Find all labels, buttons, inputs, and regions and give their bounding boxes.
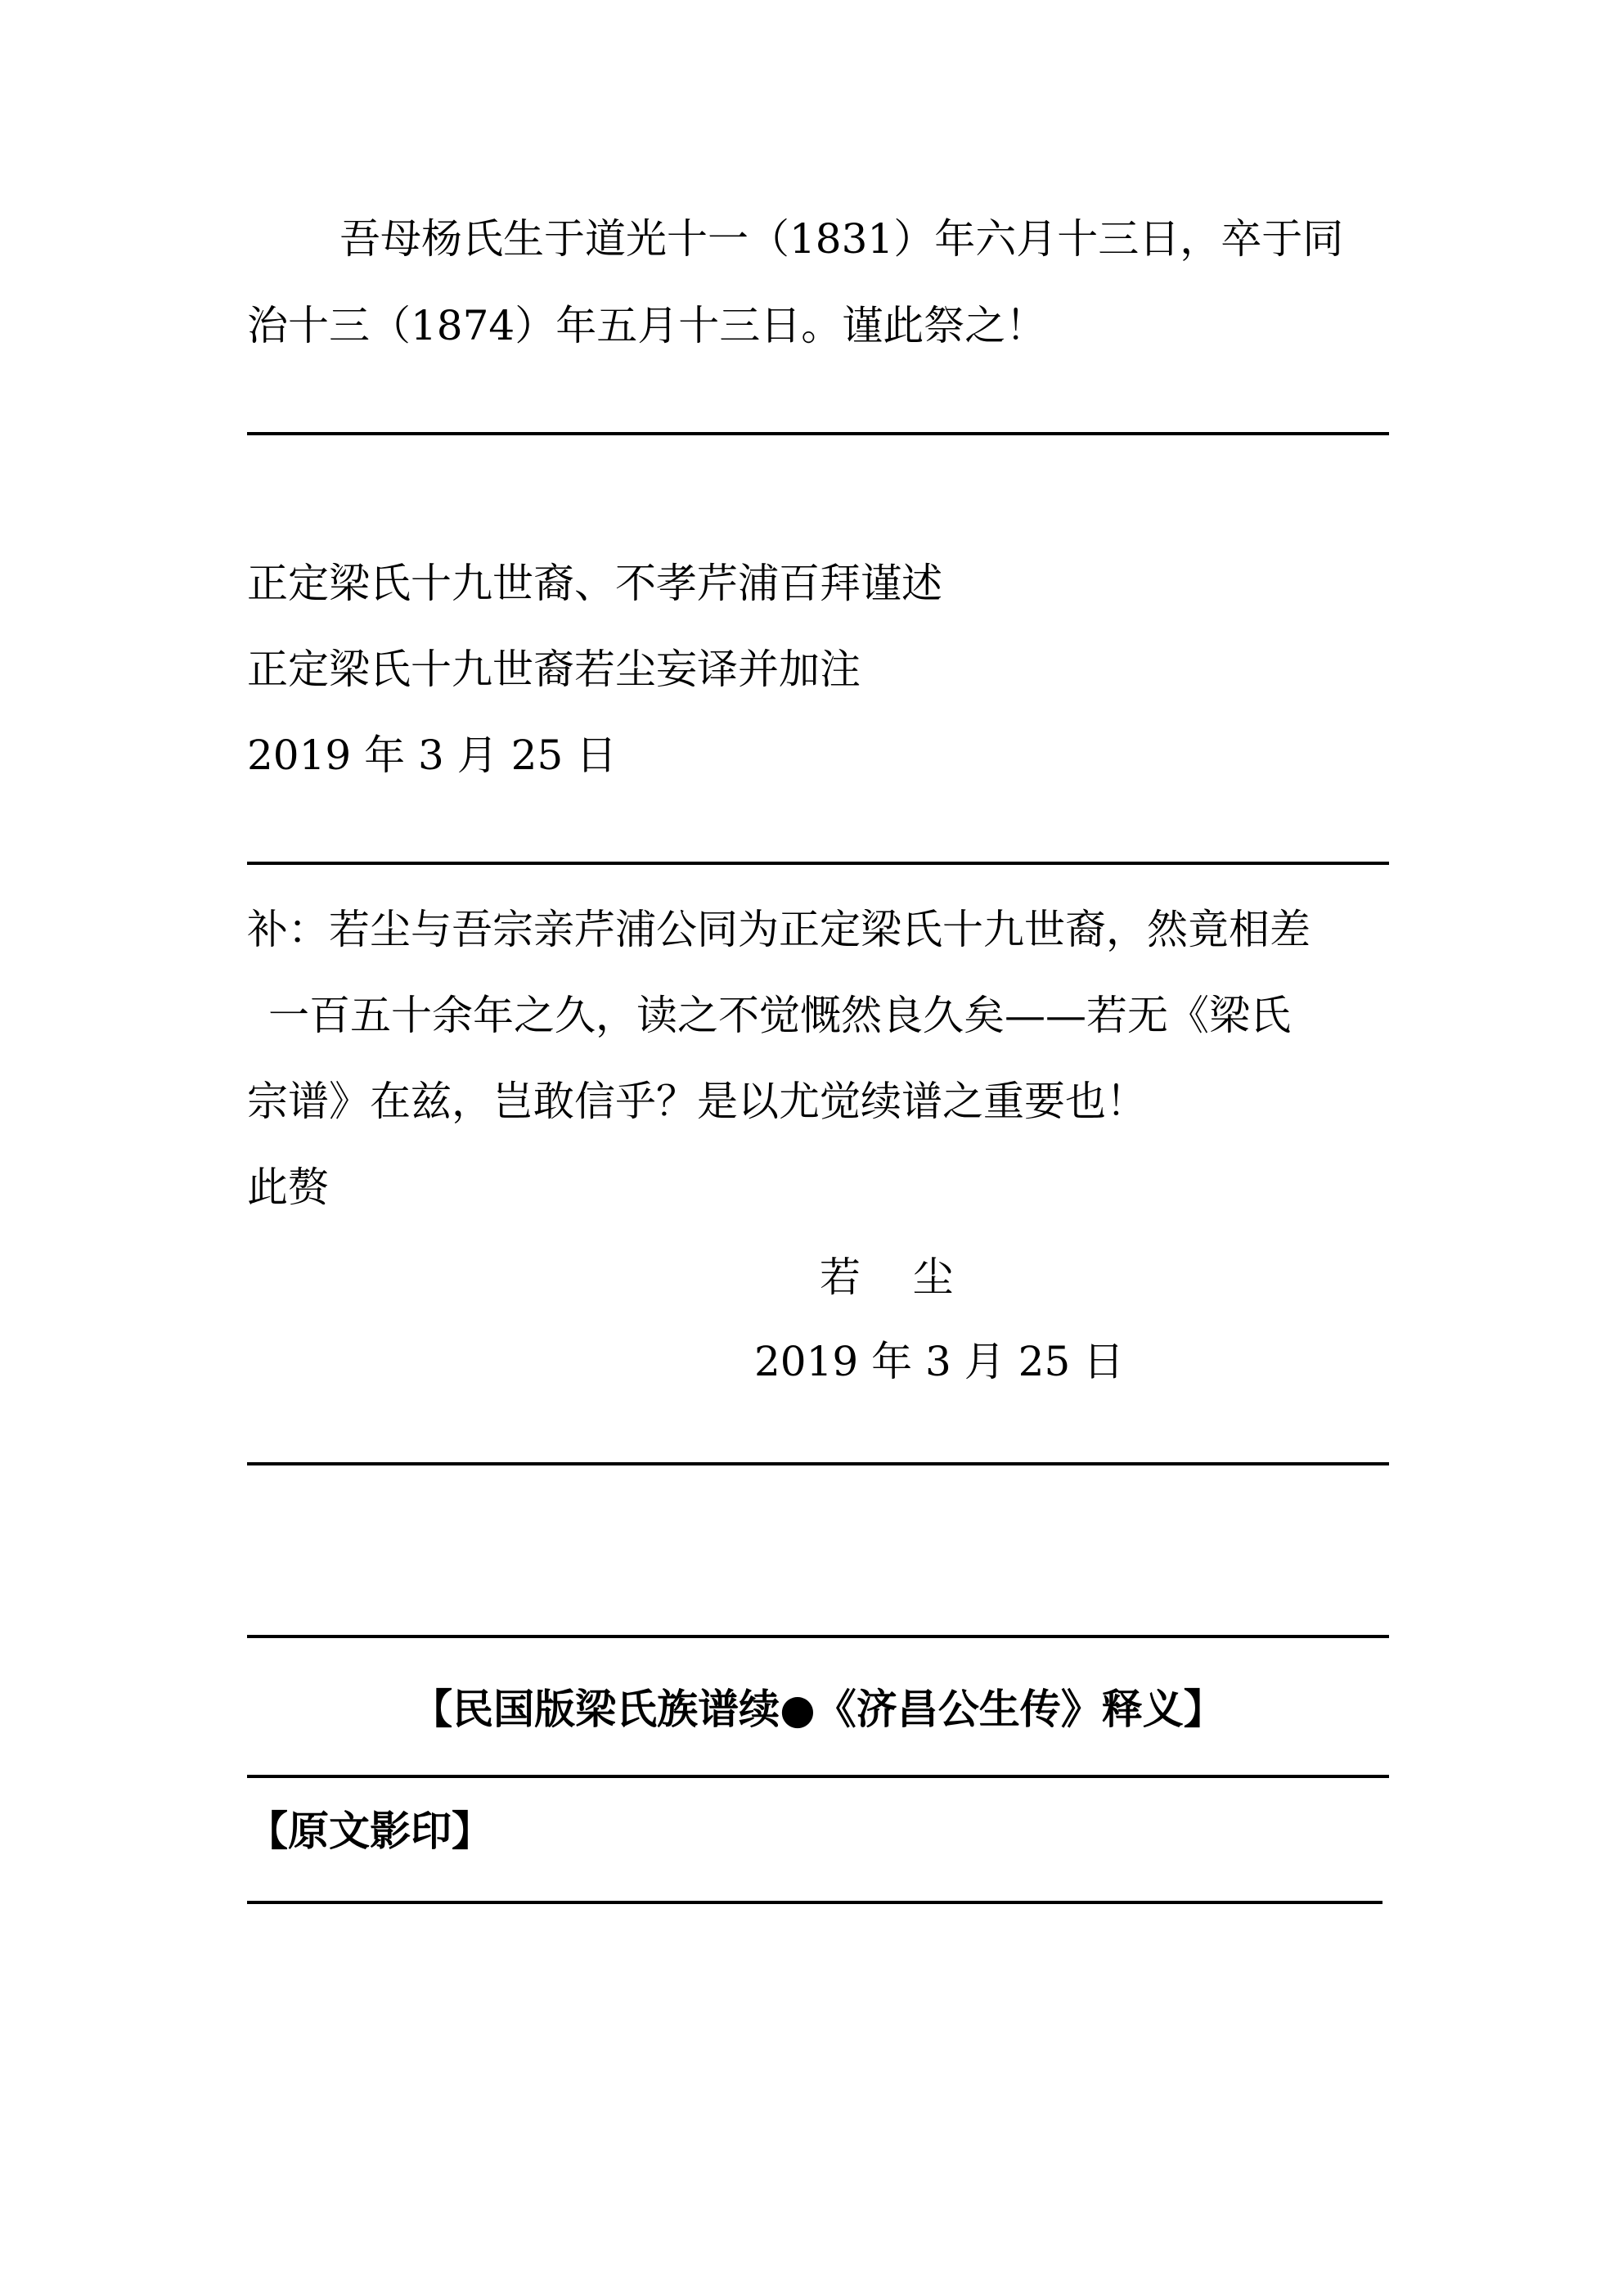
supplement-line-4: 此赘	[247, 1164, 329, 1211]
section-subtitle: 【原文影印】	[247, 1807, 492, 1855]
credit-date: 2019 年 3 月 25 日	[247, 732, 618, 779]
translator-credit: 正定梁氏十九世裔若尘妄译并加注	[247, 646, 861, 693]
intro-line-2: 治十三（1874）年五月十三日。谨此祭之！	[247, 302, 1047, 349]
supplement-line-1: 补：若尘与吾宗亲芹浦公同为正定梁氏十九世裔，然竟相差	[247, 906, 1311, 953]
divider-3	[247, 1462, 1389, 1465]
signature: 若 尘	[820, 1254, 954, 1301]
divider-6	[247, 1901, 1382, 1904]
supplement-line-3: 宗谱》在兹，岂敢信乎？是以尤觉续谱之重要也！	[247, 1078, 1147, 1125]
intro-line-1: 吾母杨氏生于道光十一（1831）年六月十三日，卒于同	[339, 215, 1344, 263]
section-title: 【民国版梁氏族谱续●《济昌公生传》释义】	[411, 1685, 1225, 1733]
supplement-line-2: 一百五十余年之久，读之不觉慨然良久矣——若无《梁氏	[268, 992, 1291, 1039]
divider-1	[247, 432, 1389, 435]
divider-2	[247, 862, 1389, 865]
divider-4	[247, 1635, 1389, 1638]
divider-5	[247, 1775, 1389, 1778]
signature-date: 2019 年 3 月 25 日	[754, 1338, 1125, 1385]
author-credit: 正定梁氏十九世裔、不孝芹浦百拜谨述	[247, 560, 942, 607]
